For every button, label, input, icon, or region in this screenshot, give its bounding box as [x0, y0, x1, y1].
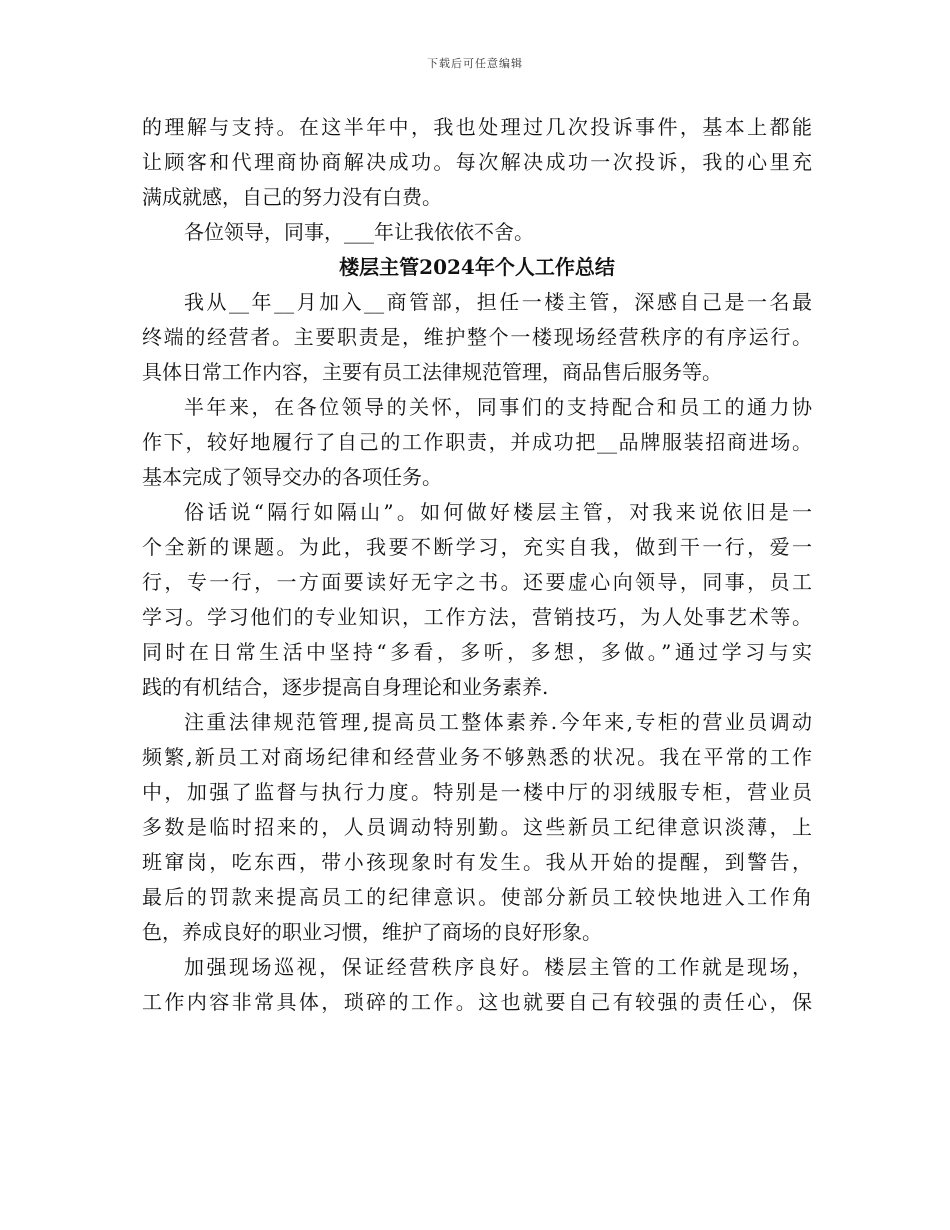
text-line: 班窜岗，吃东西，带小孩现象时有发生。我从开始的提醒，到警告，: [142, 850, 812, 874]
text-line: 各位领导，同事，___年让我依依不舍。: [184, 220, 534, 244]
paragraph-site-patrol: [142, 950, 812, 1020]
text-line: 学习。学习他们的专业知识，工作方法，营销技巧，为人处事艺术等。: [142, 605, 812, 629]
paragraph-learning: [142, 495, 812, 705]
paragraph-intro: [142, 285, 812, 390]
text-line: 行，专一行，一方面要读好无字之书。还要虚心向领导，同事，员工: [142, 570, 812, 594]
text-line: 终端的经营者。主要职责是，维护整个一楼现场经营秩序的有序运行。: [142, 325, 812, 349]
page-header-note: 下载后可任意编辑: [427, 57, 523, 70]
text-line: 频繁,新员工对商场纪律和经营业务不够熟悉的状况。我在平常的工作: [142, 745, 812, 769]
document-title: 楼层主管2024年个人工作总结: [339, 255, 615, 279]
text-line: 色，养成良好的职业习惯，维护了商场的良好形象。: [142, 920, 602, 944]
text-line: 让顾客和代理商协商解决成功。每次解决成功一次投诉，我的心里充: [142, 150, 812, 174]
text-line: 践的有机结合，逐步提高自身理论和业务素养.: [142, 675, 549, 699]
text-line: 中，加强了监督与执行力度。特别是一楼中厅的羽绒服专柜，营业员: [142, 780, 812, 804]
text-line: 同时在日常生活中坚持“多看，多听，多想，多做。”通过学习与实: [142, 640, 812, 664]
document-body: [142, 110, 812, 1020]
paragraph-half-year: [142, 390, 812, 495]
paragraph-farewell: [142, 215, 812, 250]
text-line: 加强现场巡视，保证经营秩序良好。楼层主管的工作就是现场，: [184, 955, 812, 979]
text-line: 我从__年__月加入__商管部，担任一楼主管，深感自己是一名最: [184, 290, 812, 314]
text-line: 半年来，在各位领导的关怀，同事们的支持配合和员工的通力协: [184, 395, 812, 419]
text-line: 工作内容非常具体，琐碎的工作。这也就要自己有较强的责任心，保: [142, 990, 812, 1014]
paragraph-continuation: [142, 110, 812, 215]
text-line: 注重法律规范管理,提高员工整体素养.今年来,专柜的营业员调动: [184, 710, 812, 734]
text-line: 的理解与支持。在这半年中，我也处理过几次投诉事件，基本上都能: [142, 115, 812, 139]
text-line: 个全新的课题。为此，我要不断学习，充实自我，做到干一行，爱一: [142, 535, 812, 559]
text-line: 最后的罚款来提高员工的纪律意识。使部分新员工较快地进入工作角: [142, 885, 812, 909]
text-line: 作下，较好地履行了自己的工作职责，并成功把__品牌服装招商进场。: [142, 430, 812, 454]
text-line: 满成就感，自己的努力没有白费。: [142, 185, 442, 209]
text-line: 基本完成了领导交办的各项任务。: [142, 465, 442, 489]
paragraph-legal-management: [142, 705, 812, 950]
text-line: 具体日常工作内容，主要有员工法律规范管理，商品售后服务等。: [142, 360, 722, 384]
text-line: 俗话说“隔行如隔山”。如何做好楼层主管，对我来说依旧是一: [184, 500, 812, 524]
text-line: 多数是临时招来的，人员调动特别勤。这些新员工纪律意识淡薄，上: [142, 815, 812, 839]
